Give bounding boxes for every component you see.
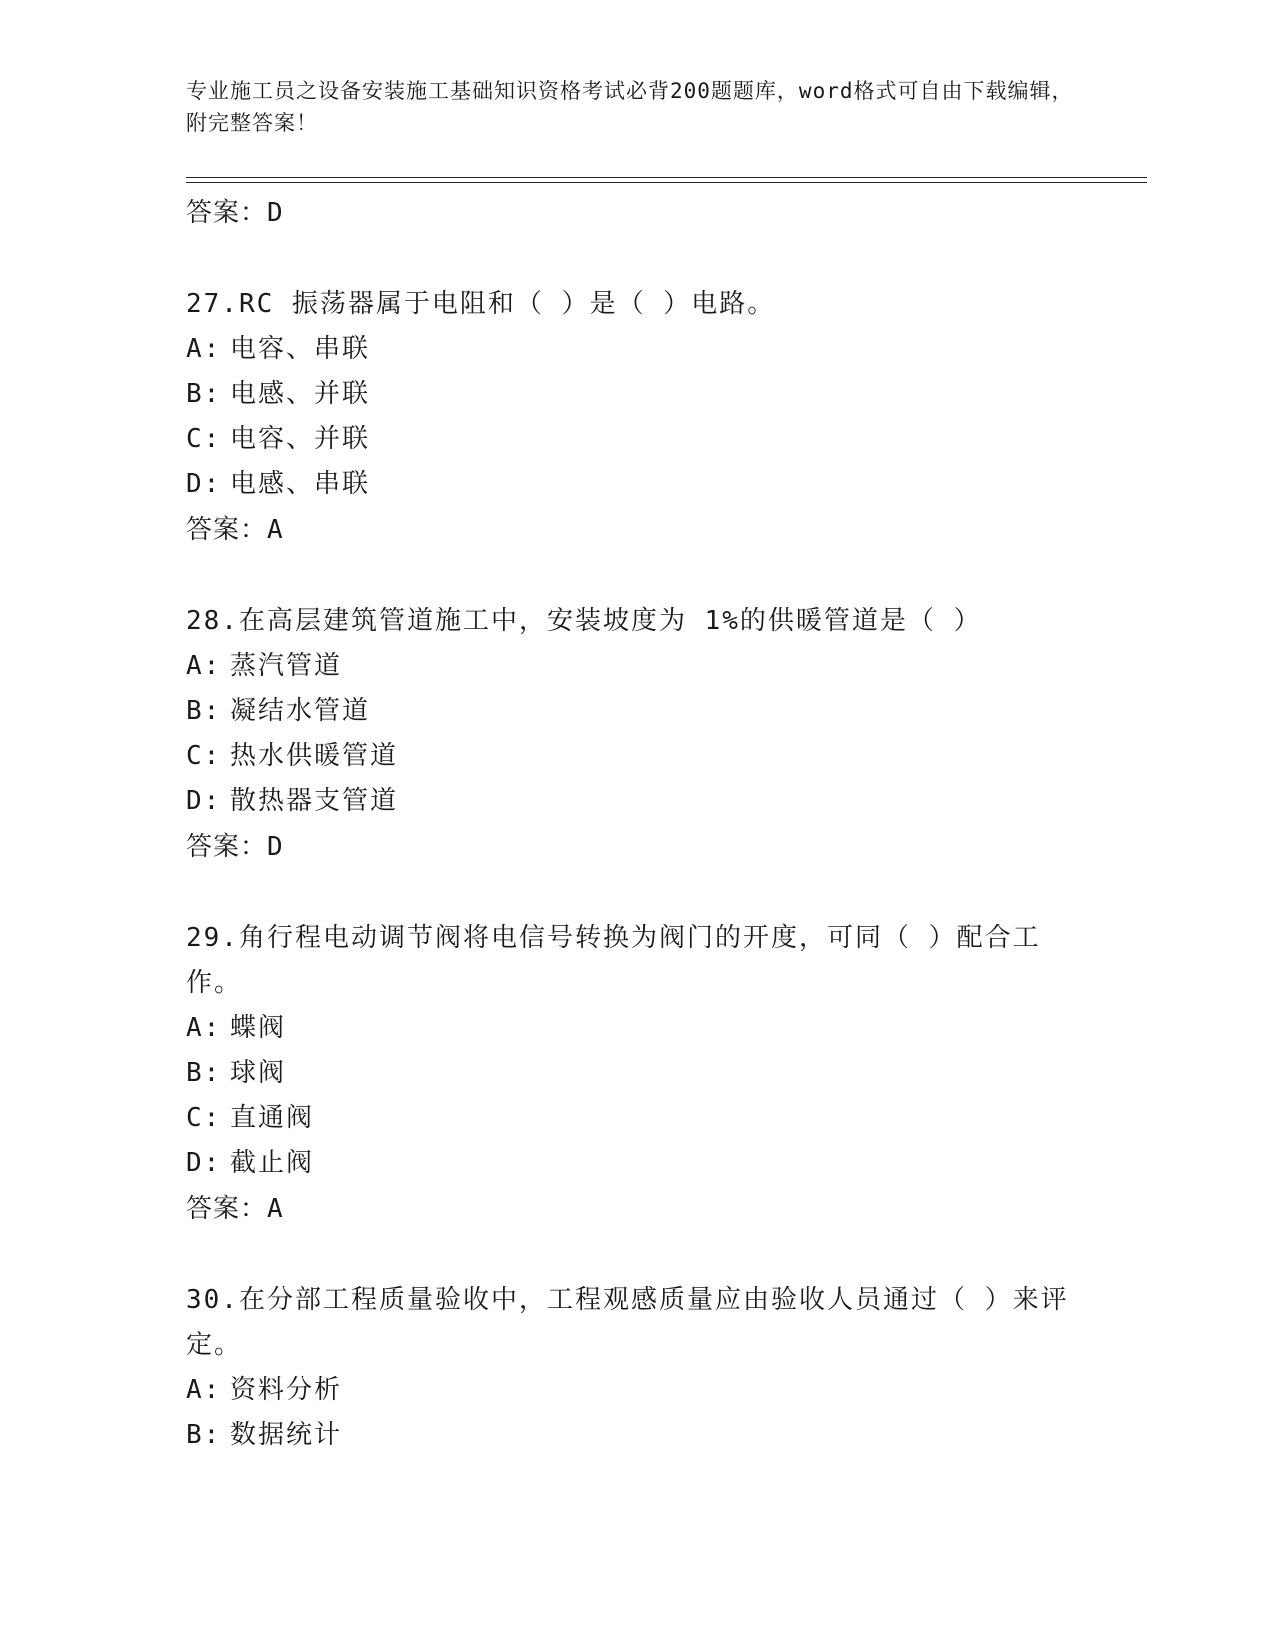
option-letter: B: [186, 1420, 222, 1450]
answer-label: 答案： [186, 1194, 268, 1224]
question-item [186, 1278, 1076, 1458]
answer-label: 答案： [186, 198, 268, 228]
header-divider-top [186, 177, 1147, 178]
option-a [186, 327, 1076, 372]
option-text: 热水供暖管道 [230, 741, 399, 771]
option-text: 球阀 [230, 1058, 287, 1088]
option-a [186, 1006, 1076, 1051]
answer-line [186, 1186, 1076, 1232]
option-text: 截止阀 [230, 1148, 315, 1178]
option-letter: C: [186, 741, 222, 771]
question-item [186, 916, 1076, 1232]
option-text: 电感、并联 [230, 379, 371, 409]
document-header: 专业施工员之设备安装施工基础知识资格考试必背200题题库，word格式可自由下载编辑，附完整答案！ [186, 79, 1074, 135]
option-b [186, 1051, 1076, 1096]
option-text: 直通阀 [230, 1103, 315, 1133]
option-text: 蒸汽管道 [230, 651, 343, 681]
option-c [186, 734, 1076, 779]
option-letter: A: [186, 334, 222, 364]
option-text: 电容、并联 [230, 424, 371, 454]
answer-value: A [267, 1194, 284, 1224]
option-letter: A: [186, 1013, 222, 1043]
option-text: 资料分析 [230, 1375, 343, 1405]
option-letter: B: [186, 696, 222, 726]
option-b [186, 689, 1076, 734]
answer-value: D [267, 198, 284, 228]
answer-line [186, 190, 1076, 236]
answer-label: 答案： [186, 515, 268, 545]
option-d [186, 1141, 1076, 1186]
question-stem: 27.RC 振荡器属于电阻和（ ）是（ ）电路。 [186, 289, 776, 319]
option-d [186, 779, 1076, 824]
question-stem: 28.在高层建筑管道施工中，安装坡度为 1%的供暖管道是（ ） [186, 606, 982, 636]
option-b [186, 1413, 1076, 1458]
answer-value: A [267, 515, 284, 545]
question-item [186, 282, 1076, 553]
answer-value: D [267, 832, 284, 862]
option-d [186, 462, 1076, 507]
option-letter: B: [186, 1058, 222, 1088]
option-c [186, 417, 1076, 462]
option-c [186, 1096, 1076, 1141]
answer-line [186, 507, 1076, 553]
option-text: 数据统计 [230, 1420, 343, 1450]
answer-line [186, 824, 1076, 870]
option-text: 凝结水管道 [230, 696, 371, 726]
option-letter: A: [186, 1375, 222, 1405]
option-text: 电容、串联 [230, 334, 371, 364]
option-letter: C: [186, 424, 222, 454]
option-a [186, 644, 1076, 689]
option-letter: A: [186, 651, 222, 681]
option-b [186, 372, 1076, 417]
option-letter: B: [186, 379, 222, 409]
question-stem: 30.在分部工程质量验收中，工程观感质量应由验收人员通过（ ）来评定。 [186, 1285, 1069, 1360]
option-text: 散热器支管道 [230, 786, 399, 816]
option-letter: D: [186, 1148, 222, 1178]
option-letter: C: [186, 1103, 222, 1133]
question-item [186, 599, 1076, 870]
answer-label: 答案： [186, 832, 268, 862]
question-stem: 29.角行程电动调节阀将电信号转换为阀门的开度，可同（ ）配合工作。 [186, 923, 1041, 998]
option-letter: D: [186, 786, 222, 816]
option-a [186, 1368, 1076, 1413]
header-divider-bottom [186, 182, 1147, 183]
option-text: 蝶阀 [230, 1013, 287, 1043]
option-letter: D: [186, 469, 222, 499]
question-list [186, 190, 1076, 1458]
option-text: 电感、串联 [230, 469, 371, 499]
